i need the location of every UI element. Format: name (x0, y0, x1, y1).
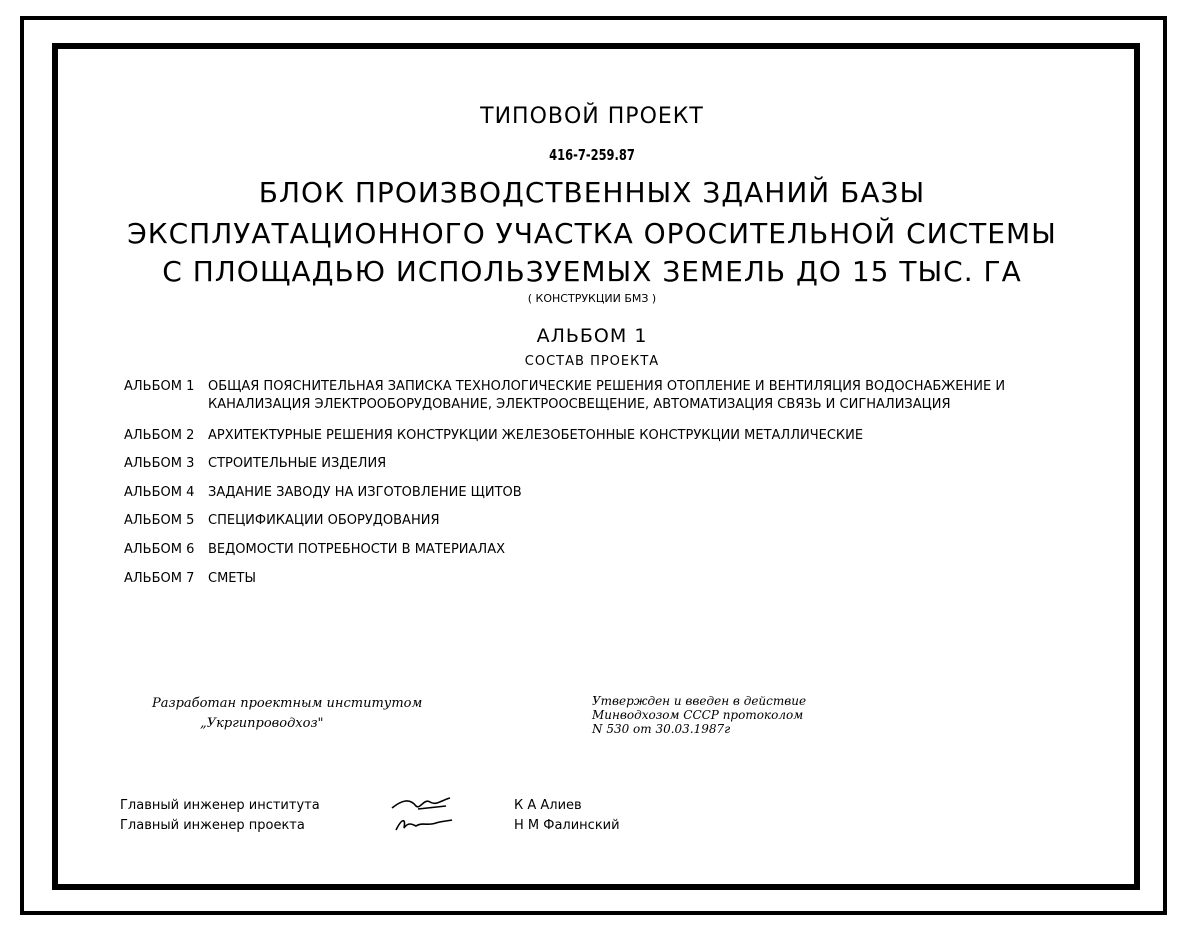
composition-title: СОСТАВ ПРОЕКТА (524, 354, 660, 369)
album-label: АЛЬБОМ 3 (124, 456, 195, 471)
developer-institute: „Укргипроводхоз" (200, 716, 324, 731)
album-label: АЛЬБОМ 2 (124, 428, 195, 443)
album-label: АЛЬБОМ 6 (124, 542, 195, 557)
album-label: АЛЬБОМ 5 (124, 513, 195, 528)
signatory-role: Главный инженер института (120, 798, 320, 813)
album-description: ЗАДАНИЕ ЗАВОДУ НА ИЗГОТОВЛЕНИЕ ЩИТОВ (208, 485, 522, 500)
approval-line-1: Утвержден и введен в действие (592, 694, 807, 708)
construction-note: ( КОНСТРУКЦИИ БМЗ ) (527, 292, 657, 305)
title-line-3: С ПЛОЩАДЬЮ ИСПОЛЬЗУЕМЫХ ЗЕМЕЛЬ ДО 15 ТЫС. ГА (162, 255, 1022, 288)
developer-block (152, 694, 422, 734)
approval-block (592, 694, 806, 736)
album-description: СМЕТЫ (208, 571, 256, 586)
developer-line: Разработан проектным институтом (152, 696, 423, 711)
album-label: АЛЬБОМ 7 (124, 571, 195, 586)
album-label: АЛЬБОМ 4 (124, 485, 195, 500)
signatory-name: К А Алиев (514, 798, 582, 813)
signatory-name: Н М Фалинский (514, 818, 620, 833)
album-label: АЛЬБОМ 1 (124, 379, 195, 394)
album-description: ВЕДОМОСТИ ПОТРЕБНОСТИ В МАТЕРИАЛАХ (208, 542, 505, 557)
signature-chief-engineer-project (392, 814, 456, 834)
album-description: СТРОИТЕЛЬНЫЕ ИЗДЕЛИЯ (208, 456, 387, 471)
signatory-role: Главный инженер проекта (120, 818, 305, 833)
album-description: СПЕЦИФИКАЦИИ ОБОРУДОВАНИЯ (208, 513, 440, 528)
album-title: АЛЬБОМ 1 (536, 325, 648, 347)
signature-chief-engineer-institute (388, 794, 458, 814)
approval-line-3: N 530 от 30.03.1987г (592, 722, 731, 736)
project-type-label: ТИПОВОЙ ПРОЕКТ (480, 104, 704, 129)
album-description: АРХИТЕКТУРНЫЕ РЕШЕНИЯ КОНСТРУКЦИИ ЖЕЛЕЗОБЕТОННЫЕ КОНСТРУКЦИИ МЕТАЛЛИЧЕСКИЕ (208, 428, 864, 443)
project-code: 416-7-259.87 (549, 146, 635, 164)
album-description-cont: КАНАЛИЗАЦИЯ ЭЛЕКТРООБОРУДОВАНИЕ, ЭЛЕКТРООСВЕЩЕНИЕ, АВТОМАТИЗАЦИЯ СВЯЗЬ И СИГНАЛИЗАЦИЯ (208, 397, 951, 412)
title-line-2: ЭКСПЛУАТАЦИОННОГО УЧАСТКА ОРОСИТЕЛЬНОЙ СИСТЕМЫ (127, 217, 1057, 250)
approval-line-2: Минводхозом СССР протоколом (592, 708, 804, 722)
album-description: ОБЩАЯ ПОЯСНИТЕЛЬНАЯ ЗАПИСКА ТЕХНОЛОГИЧЕСКИЕ РЕШЕНИЯ ОТОПЛЕНИЕ И ВЕНТИЛЯЦИЯ ВОДОСНАБЖЕНИЕ И (208, 379, 1006, 394)
title-line-1: БЛОК ПРОИЗВОДСТВЕННЫХ ЗДАНИЙ БАЗЫ (258, 176, 926, 209)
